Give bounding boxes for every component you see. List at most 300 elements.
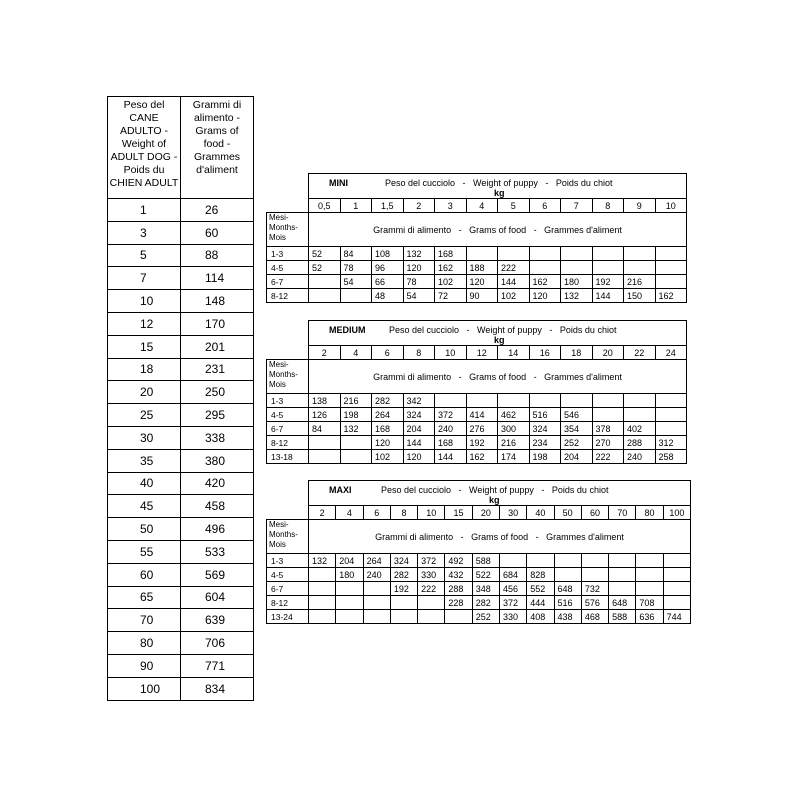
grams-cell	[390, 610, 417, 624]
weight-header-cell: 8	[592, 199, 624, 213]
months-cell: 6-7	[267, 422, 309, 436]
adult-weight-cell: 55	[108, 540, 181, 563]
table-row	[267, 582, 691, 596]
grams-cell: 180	[561, 275, 593, 289]
grams-cell	[663, 568, 690, 582]
unit-label: kg	[494, 335, 505, 345]
grams-cell: 282	[372, 394, 404, 408]
grams-cell: 102	[498, 289, 530, 303]
weight-header-cell: 4	[466, 199, 498, 213]
grams-cell	[435, 394, 467, 408]
grams-cell	[336, 582, 363, 596]
adult-row	[108, 677, 254, 700]
grams-cell: 204	[561, 450, 593, 464]
weight-header-cell: 6	[529, 199, 561, 213]
grams-cell: 648	[609, 596, 636, 610]
adult-row	[108, 495, 254, 518]
months-cell: 4-5	[267, 261, 309, 275]
grams-cell	[663, 596, 690, 610]
months-cell: 8-12	[267, 289, 309, 303]
puppy-table-title	[309, 174, 687, 199]
grams-cell: 188	[466, 261, 498, 275]
weight-header-cell: 100	[663, 506, 690, 520]
puppy-table-title	[309, 321, 687, 346]
grams-cell	[592, 408, 624, 422]
adult-row	[108, 335, 254, 358]
months-cell: 6-7	[267, 582, 309, 596]
weight-header-cell: 2	[309, 506, 336, 520]
grams-cell: 138	[309, 394, 341, 408]
grams-cell	[655, 247, 687, 261]
adult-row	[108, 358, 254, 381]
grams-cell	[498, 247, 530, 261]
weight-header-cell: 30	[499, 506, 526, 520]
weight-header-cell: 3	[435, 199, 467, 213]
grams-cell	[309, 275, 341, 289]
months-cell: 1-3	[267, 247, 309, 261]
adult-row	[108, 632, 254, 655]
grams-cell	[624, 247, 656, 261]
adult-weight-cell: 7	[108, 267, 181, 290]
months-cell: 4-5	[267, 568, 309, 582]
table-row	[267, 247, 687, 261]
grams-cell: 120	[372, 436, 404, 450]
weight-header-cell: 7	[561, 199, 593, 213]
grams-cell: 732	[581, 582, 608, 596]
grams-cell	[340, 289, 372, 303]
grams-cell	[336, 596, 363, 610]
grams-cell: 648	[554, 582, 581, 596]
grams-cell: 276	[466, 422, 498, 436]
food-header: Grammi di alimento - Grams of food - Grammes d'aliment	[309, 520, 691, 554]
months-cell: 13-18	[267, 450, 309, 464]
adult-food-cell: 533	[181, 540, 254, 563]
grams-cell: 120	[529, 289, 561, 303]
grams-cell: 198	[340, 408, 372, 422]
grams-cell: 168	[435, 436, 467, 450]
grams-cell: 168	[372, 422, 404, 436]
grams-cell: 588	[472, 554, 499, 568]
grams-cell: 120	[403, 261, 435, 275]
grams-cell	[561, 394, 593, 408]
grams-cell: 162	[655, 289, 687, 303]
grams-cell: 270	[592, 436, 624, 450]
grams-cell: 144	[592, 289, 624, 303]
grams-cell: 468	[581, 610, 608, 624]
size-name: MAXI	[329, 485, 352, 495]
grams-cell	[309, 436, 341, 450]
grams-cell: 126	[309, 408, 341, 422]
grams-cell: 240	[363, 568, 390, 582]
adult-food-cell: 380	[181, 449, 254, 472]
grams-cell: 52	[309, 261, 341, 275]
blank-cell	[267, 199, 309, 213]
table-row	[267, 408, 687, 422]
grams-cell	[636, 568, 663, 582]
grams-cell: 66	[372, 275, 404, 289]
grams-cell	[609, 582, 636, 596]
grams-cell	[655, 422, 687, 436]
grams-cell	[499, 554, 526, 568]
adult-weight-cell: 10	[108, 290, 181, 313]
weight-header-cell: 80	[636, 506, 663, 520]
grams-cell	[445, 610, 472, 624]
grams-cell	[309, 610, 336, 624]
adult-food-cell: 231	[181, 358, 254, 381]
grams-cell	[418, 610, 445, 624]
grams-cell: 192	[390, 582, 417, 596]
grams-cell: 120	[403, 450, 435, 464]
adult-row	[108, 563, 254, 586]
grams-cell: 54	[403, 289, 435, 303]
months-label: Mesi- Months- Mois	[267, 520, 309, 554]
weight-header-cell: 50	[554, 506, 581, 520]
table-row	[267, 568, 691, 582]
months-cell: 8-12	[267, 436, 309, 450]
adult-row	[108, 312, 254, 335]
months-cell: 4-5	[267, 408, 309, 422]
adult-weight-cell: 90	[108, 654, 181, 677]
grams-cell: 342	[403, 394, 435, 408]
grams-cell: 744	[663, 610, 690, 624]
grams-cell: 708	[636, 596, 663, 610]
adult-weight-cell: 60	[108, 563, 181, 586]
adult-row	[108, 609, 254, 632]
grams-cell: 264	[372, 408, 404, 422]
weight-header-cell: 22	[624, 346, 656, 360]
grams-cell: 522	[472, 568, 499, 582]
weight-header-cell: 15	[445, 506, 472, 520]
grams-cell	[527, 554, 554, 568]
grams-cell	[309, 450, 341, 464]
grams-cell	[655, 275, 687, 289]
adult-row	[108, 540, 254, 563]
grams-cell: 414	[466, 408, 498, 422]
grams-cell: 516	[554, 596, 581, 610]
weight-header-cell: 40	[527, 506, 554, 520]
grams-cell	[663, 582, 690, 596]
grams-cell	[636, 582, 663, 596]
table-row	[267, 554, 691, 568]
table-row	[267, 289, 687, 303]
adult-weight-cell: 12	[108, 312, 181, 335]
grams-cell: 252	[561, 436, 593, 450]
grams-cell: 636	[636, 610, 663, 624]
grams-cell: 204	[403, 422, 435, 436]
grams-cell: 240	[435, 422, 467, 436]
adult-row	[108, 654, 254, 677]
grams-cell: 84	[340, 247, 372, 261]
grams-cell	[363, 582, 390, 596]
adult-food-cell: 771	[181, 654, 254, 677]
grams-cell: 144	[403, 436, 435, 450]
grams-cell	[309, 568, 336, 582]
grams-cell	[663, 554, 690, 568]
adult-weight-cell: 20	[108, 381, 181, 404]
grams-cell: 132	[309, 554, 336, 568]
grams-cell: 330	[418, 568, 445, 582]
adult-row	[108, 290, 254, 313]
weight-header-cell: 6	[372, 346, 404, 360]
grams-cell: 288	[445, 582, 472, 596]
adult-weight-cell: 3	[108, 221, 181, 244]
grams-cell: 312	[655, 436, 687, 450]
grams-cell	[624, 408, 656, 422]
adult-weight-header: Peso del CANE ADULTO - Weight of ADULT DOG - Poids du CHIEN ADULT	[108, 97, 181, 199]
grams-cell: 456	[499, 582, 526, 596]
grams-cell: 378	[592, 422, 624, 436]
table-row	[267, 261, 687, 275]
weight-header-cell: 4	[336, 506, 363, 520]
grams-cell: 462	[498, 408, 530, 422]
grams-cell: 222	[418, 582, 445, 596]
grams-cell: 588	[609, 610, 636, 624]
medium-puppy-table	[266, 320, 687, 464]
food-header: Grammi di alimento - Grams of food - Grammes d'aliment	[309, 213, 687, 247]
grams-cell	[655, 408, 687, 422]
grams-cell: 828	[527, 568, 554, 582]
grams-cell: 216	[340, 394, 372, 408]
grams-cell	[498, 394, 530, 408]
maxi-puppy-table	[266, 480, 691, 624]
grams-cell: 576	[581, 596, 608, 610]
weight-header-cell: 24	[655, 346, 687, 360]
grams-cell: 234	[529, 436, 561, 450]
grams-cell: 288	[624, 436, 656, 450]
weight-header-cell: 20	[472, 506, 499, 520]
grams-cell: 324	[529, 422, 561, 436]
grams-cell: 222	[592, 450, 624, 464]
grams-cell: 684	[499, 568, 526, 582]
grams-cell: 192	[592, 275, 624, 289]
blank-cell	[267, 506, 309, 520]
grams-cell	[466, 247, 498, 261]
grams-cell	[363, 610, 390, 624]
adult-row	[108, 199, 254, 222]
grams-cell: 162	[435, 261, 467, 275]
months-cell: 6-7	[267, 275, 309, 289]
table-row	[267, 422, 687, 436]
grams-cell	[418, 596, 445, 610]
weight-header-cell: 12	[466, 346, 498, 360]
weight-header-cell: 2	[309, 346, 341, 360]
weight-header-cell: 6	[363, 506, 390, 520]
grams-cell: 408	[527, 610, 554, 624]
puppy-weight-description: Peso del cucciolo - Weight of puppy - Poids du chiot	[385, 178, 613, 188]
grams-cell: 216	[624, 275, 656, 289]
grams-cell	[529, 247, 561, 261]
adult-food-cell: 148	[181, 290, 254, 313]
adult-row	[108, 586, 254, 609]
adult-row	[108, 267, 254, 290]
grams-cell: 546	[561, 408, 593, 422]
grams-cell	[581, 568, 608, 582]
mini-puppy-table	[266, 173, 687, 303]
weight-header-cell: 60	[581, 506, 608, 520]
grams-cell	[581, 554, 608, 568]
grams-cell: 90	[466, 289, 498, 303]
grams-cell: 78	[403, 275, 435, 289]
adult-weight-cell: 65	[108, 586, 181, 609]
weight-header-cell: 1	[340, 199, 372, 213]
months-cell: 1-3	[267, 394, 309, 408]
grams-cell	[554, 568, 581, 582]
grams-cell	[390, 596, 417, 610]
grams-cell: 516	[529, 408, 561, 422]
adult-food-cell: 458	[181, 495, 254, 518]
months-label: Mesi- Months- Mois	[267, 360, 309, 394]
grams-cell: 552	[527, 582, 554, 596]
weight-header-cell: 20	[592, 346, 624, 360]
adult-weight-cell: 30	[108, 426, 181, 449]
grams-cell: 372	[418, 554, 445, 568]
unit-label: kg	[489, 495, 500, 505]
grams-cell	[529, 394, 561, 408]
adult-food-cell: 569	[181, 563, 254, 586]
adult-header-row	[108, 97, 254, 199]
grams-cell: 222	[498, 261, 530, 275]
weight-header-cell: 70	[609, 506, 636, 520]
grams-cell: 330	[499, 610, 526, 624]
grams-cell	[609, 554, 636, 568]
puppy-table-title	[309, 481, 691, 506]
grams-cell	[592, 394, 624, 408]
grams-cell	[340, 450, 372, 464]
grams-cell	[655, 261, 687, 275]
adult-row	[108, 449, 254, 472]
adult-weight-cell: 45	[108, 495, 181, 518]
weight-header-cell: 14	[498, 346, 530, 360]
adult-feeding-table	[107, 96, 254, 701]
grams-cell: 492	[445, 554, 472, 568]
months-cell: 1-3	[267, 554, 309, 568]
grams-cell: 252	[472, 610, 499, 624]
grams-cell	[624, 261, 656, 275]
grams-cell: 192	[466, 436, 498, 450]
adult-row	[108, 472, 254, 495]
weight-header-cell: 9	[624, 199, 656, 213]
table-row	[267, 394, 687, 408]
grams-cell: 162	[466, 450, 498, 464]
grams-cell: 372	[499, 596, 526, 610]
adult-food-cell: 250	[181, 381, 254, 404]
months-cell: 8-12	[267, 596, 309, 610]
weight-header-cell: 1,5	[372, 199, 404, 213]
adult-weight-cell: 100	[108, 677, 181, 700]
weight-header-cell: 4	[340, 346, 372, 360]
grams-cell	[554, 554, 581, 568]
adult-weight-cell: 40	[108, 472, 181, 495]
grams-cell	[592, 261, 624, 275]
adult-weight-cell: 80	[108, 632, 181, 655]
grams-cell	[309, 596, 336, 610]
grams-cell	[309, 289, 341, 303]
weight-header-cell: 8	[403, 346, 435, 360]
puppy-weight-description: Peso del cucciolo - Weight of puppy - Poids du chiot	[389, 325, 617, 335]
grams-cell: 216	[498, 436, 530, 450]
food-header: Grammi di alimento - Grams of food - Grammes d'aliment	[309, 360, 687, 394]
blank-cell	[267, 481, 309, 506]
adult-row	[108, 244, 254, 267]
adult-weight-cell: 25	[108, 404, 181, 427]
grams-cell	[561, 247, 593, 261]
grams-cell: 120	[466, 275, 498, 289]
grams-cell: 168	[435, 247, 467, 261]
adult-row	[108, 221, 254, 244]
grams-cell	[655, 394, 687, 408]
grams-cell	[466, 394, 498, 408]
grams-cell: 144	[435, 450, 467, 464]
grams-cell	[624, 394, 656, 408]
grams-cell: 174	[498, 450, 530, 464]
adult-food-cell: 295	[181, 404, 254, 427]
grams-cell: 282	[472, 596, 499, 610]
grams-cell: 162	[529, 275, 561, 289]
adult-food-cell: 88	[181, 244, 254, 267]
table-row	[267, 610, 691, 624]
blank-cell	[267, 321, 309, 346]
grams-cell: 438	[554, 610, 581, 624]
grams-cell: 48	[372, 289, 404, 303]
grams-cell: 372	[435, 408, 467, 422]
grams-cell: 52	[309, 247, 341, 261]
unit-label: kg	[494, 188, 505, 198]
adult-food-cell: 604	[181, 586, 254, 609]
grams-cell: 402	[624, 422, 656, 436]
weight-header-cell: 5	[498, 199, 530, 213]
table-row	[267, 596, 691, 610]
grams-cell	[592, 247, 624, 261]
grams-cell	[363, 596, 390, 610]
adult-weight-cell: 70	[108, 609, 181, 632]
grams-cell: 198	[529, 450, 561, 464]
weight-header-cell: 10	[435, 346, 467, 360]
grams-cell: 132	[561, 289, 593, 303]
adult-food-cell: 60	[181, 221, 254, 244]
adult-food-cell: 338	[181, 426, 254, 449]
adult-weight-cell: 35	[108, 449, 181, 472]
adult-food-cell: 201	[181, 335, 254, 358]
adult-row	[108, 381, 254, 404]
grams-cell	[340, 436, 372, 450]
grams-cell: 324	[403, 408, 435, 422]
grams-cell: 102	[435, 275, 467, 289]
grams-cell: 444	[527, 596, 554, 610]
adult-weight-cell: 5	[108, 244, 181, 267]
adult-weight-cell: 18	[108, 358, 181, 381]
blank-cell	[267, 174, 309, 199]
size-name: MINI	[329, 178, 348, 188]
adult-food-cell: 26	[181, 199, 254, 222]
adult-row	[108, 426, 254, 449]
months-label: Mesi- Months- Mois	[267, 213, 309, 247]
adult-weight-cell: 15	[108, 335, 181, 358]
grams-cell: 144	[498, 275, 530, 289]
table-row	[267, 275, 687, 289]
weight-header-cell: 16	[529, 346, 561, 360]
grams-cell: 54	[340, 275, 372, 289]
grams-cell: 180	[336, 568, 363, 582]
grams-cell: 150	[624, 289, 656, 303]
puppy-weight-description: Peso del cucciolo - Weight of puppy - Poids du chiot	[381, 485, 609, 495]
grams-cell	[609, 568, 636, 582]
grams-cell: 228	[445, 596, 472, 610]
grams-cell	[636, 554, 663, 568]
grams-cell	[336, 610, 363, 624]
weight-header-cell: 10	[418, 506, 445, 520]
grams-cell: 354	[561, 422, 593, 436]
grams-cell: 432	[445, 568, 472, 582]
